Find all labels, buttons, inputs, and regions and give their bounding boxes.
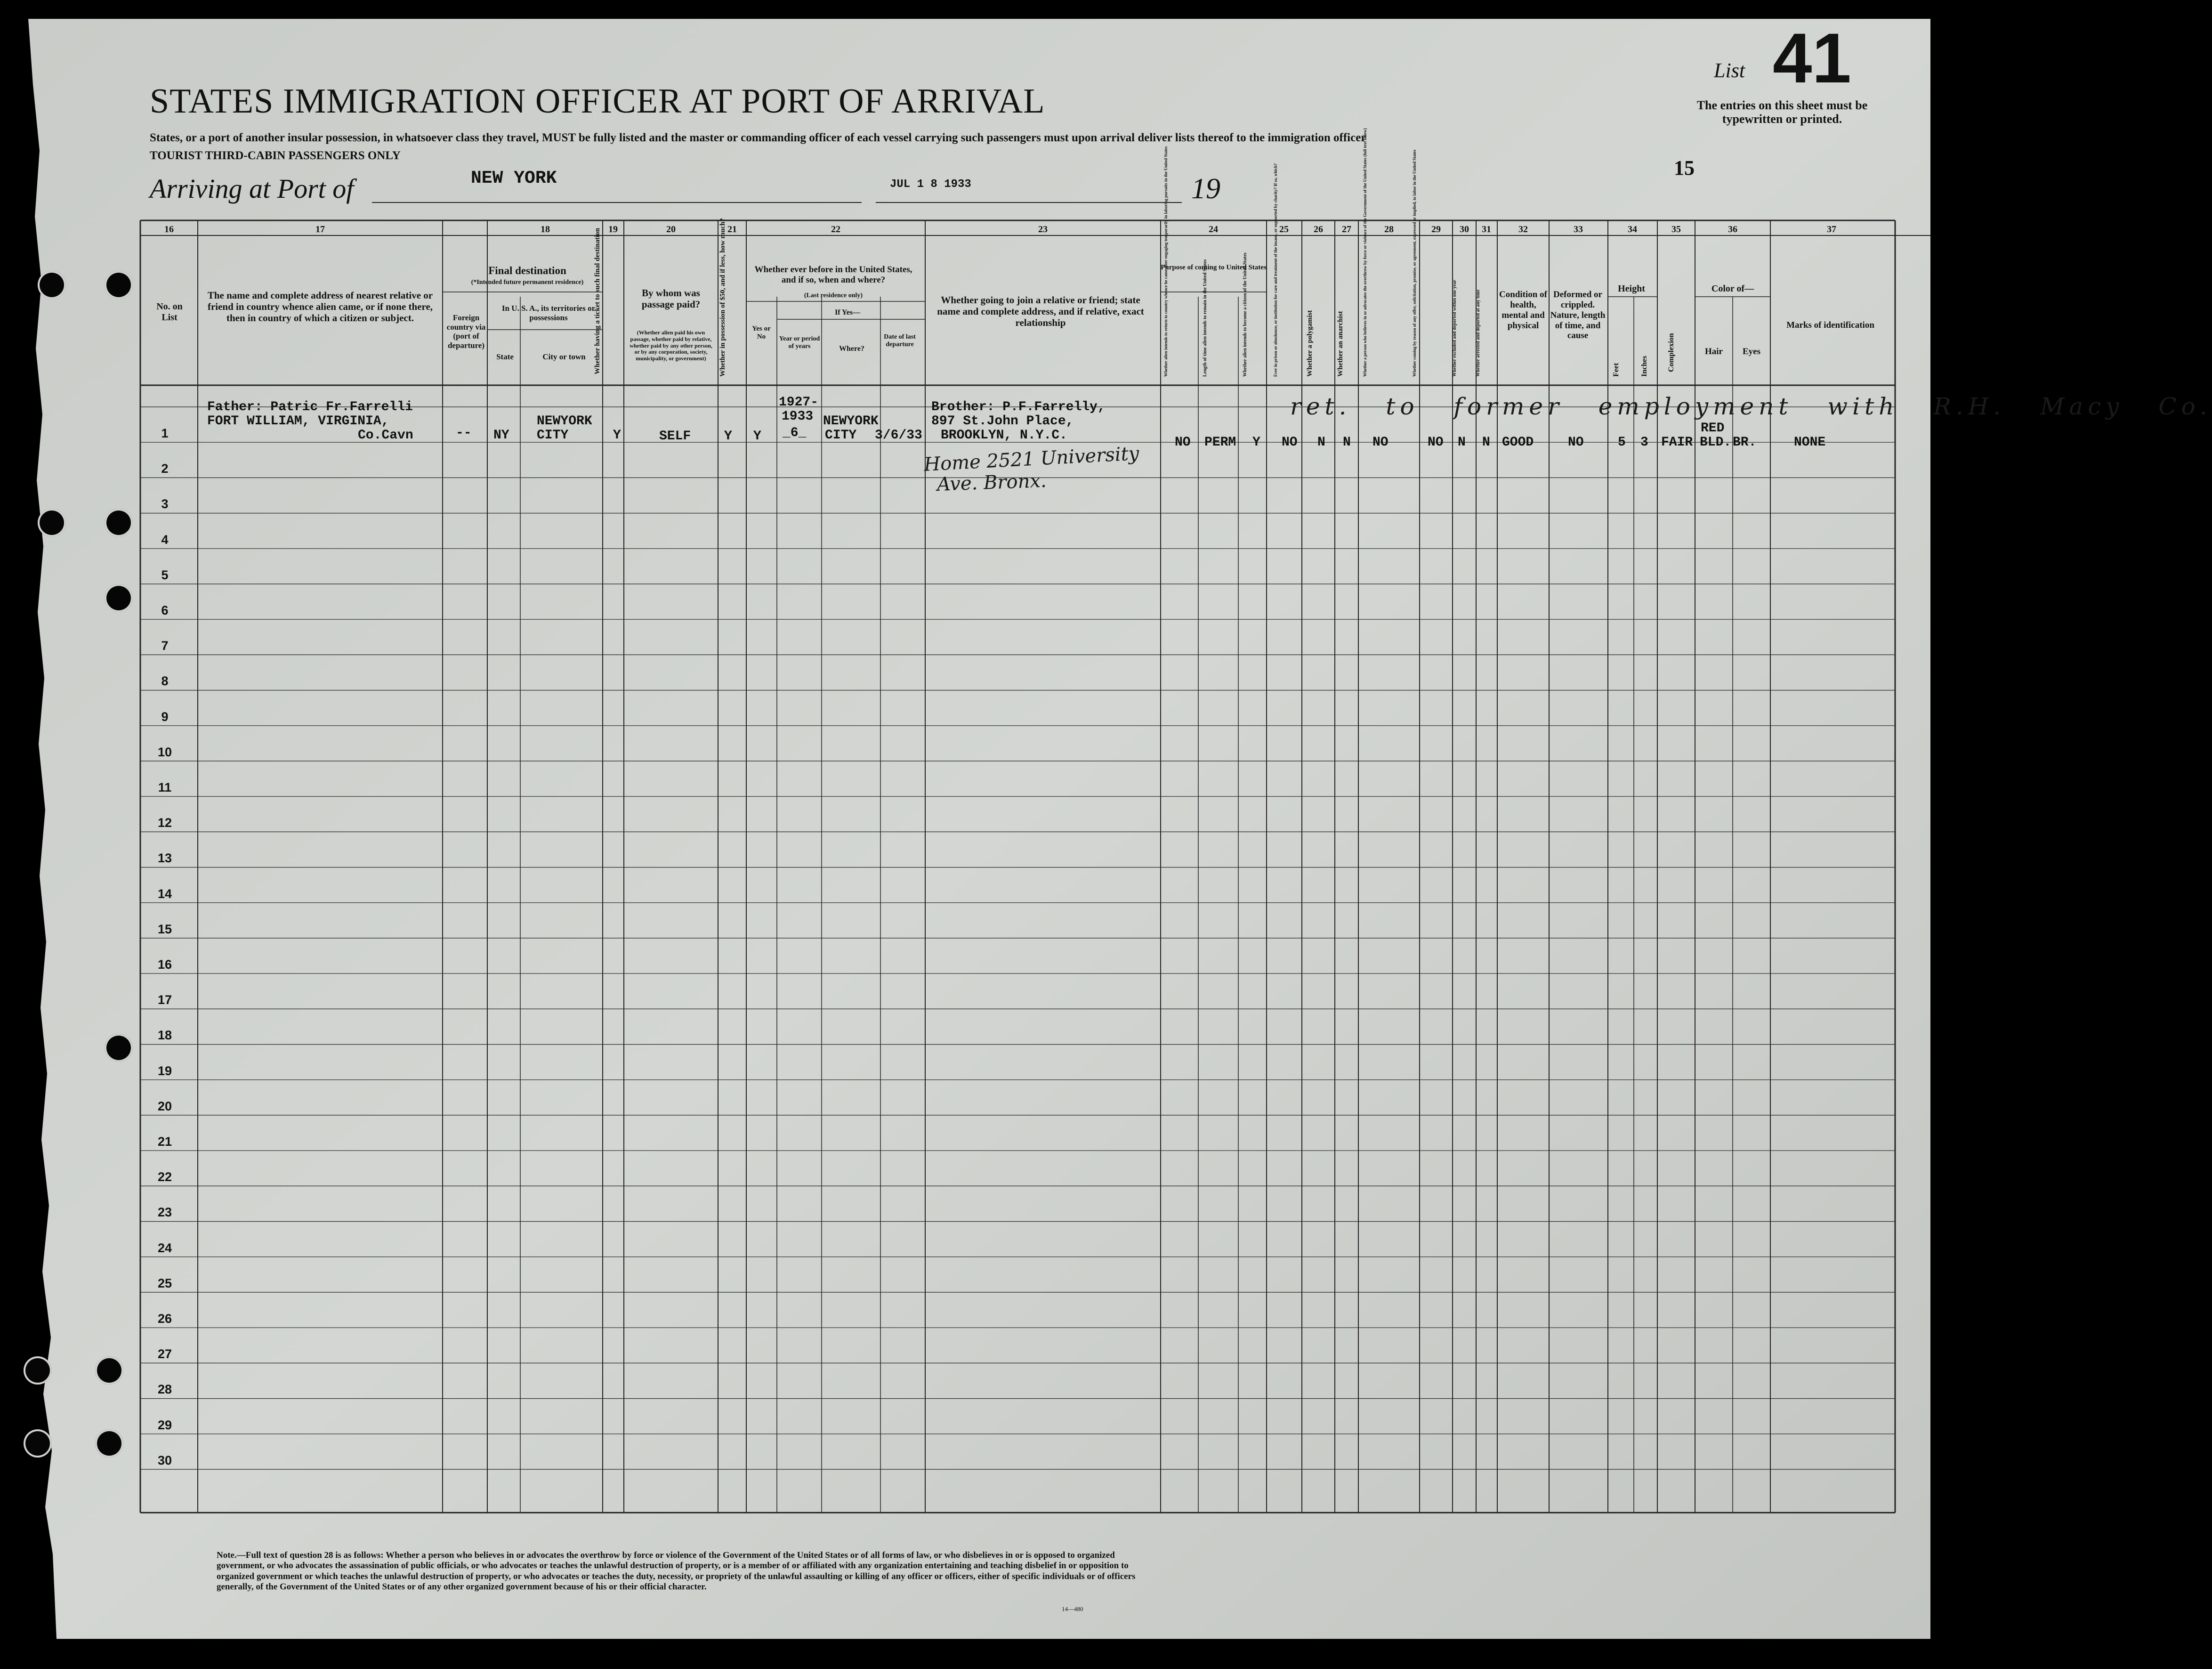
row1-where-line2: CITY <box>825 428 857 443</box>
sheet-number: 15 <box>1674 156 1695 179</box>
list-number: 41 <box>1773 18 1851 97</box>
header-q29: Whether coming by reason of any offer, solicitation, promise, or agreement, expressed or implied, to labor in the United States <box>1412 149 1417 377</box>
row1-eyes: BR. <box>1733 435 1757 450</box>
binder-hole <box>105 1034 133 1062</box>
date-stamp: JUL 1 8 1933 <box>890 178 971 191</box>
row1-q31: N <box>1482 435 1490 450</box>
column-number: 20 <box>666 224 676 235</box>
row-number: 11 <box>158 780 172 794</box>
header-condition-health: Condition of health, mental and physical <box>1499 290 1547 331</box>
header-deformed: Deformed or crippled. Nature, length of time, and cause <box>1550 290 1606 341</box>
row-number: 16 <box>157 957 172 972</box>
row-number: 4 <box>161 532 169 547</box>
header-date-last-departure: Date of last departure <box>884 333 916 348</box>
binder-hole <box>24 1356 52 1385</box>
column-number: 30 <box>1460 224 1469 235</box>
header-passage-paid-note: (Whether alien paid his own passage, whether paid by relative, whether paid by any other person, or by any corporation, society, municipality, or government) <box>630 329 712 362</box>
header-possession-50: Whether in possession of $50, and if less, how much? <box>719 218 727 377</box>
row-number: 21 <box>157 1134 172 1149</box>
row1-passage-paid: SELF <box>659 429 691 444</box>
column-number: 16 <box>164 224 174 235</box>
binder-hole <box>38 509 66 537</box>
header-q31: Whether arrested and deported at any time <box>1476 289 1481 377</box>
row1-join-line2: 897 St.John Place, <box>931 414 1074 429</box>
row1-years-line1: 1927- <box>779 395 819 410</box>
header-color-of: Color of— <box>1711 284 1754 294</box>
header-state: State <box>496 352 514 361</box>
header-yes-or-no: Yes or No <box>752 325 771 341</box>
column-number: 18 <box>541 224 550 235</box>
column-number: 17 <box>315 224 325 235</box>
form-number: 14—480 <box>1062 1605 1083 1612</box>
header-no-on-list: No. on List <box>156 301 183 323</box>
header-final-destination-note: (*Intended future permanent residence) <box>471 279 584 286</box>
binder-hole <box>38 271 66 299</box>
row1-relative-line1: Father: Patric Fr.Farrelli <box>207 400 413 414</box>
row1-hair-line1: RED <box>1701 421 1725 436</box>
row-number: 24 <box>157 1240 172 1255</box>
row1-city-line2: CITY <box>537 428 569 443</box>
header-eyes: Eyes <box>1743 347 1760 356</box>
header-join-relative: Whether going to join a relative or friend; state name and complete address, and if relative, exact relationship <box>937 294 1144 329</box>
row1-complexion: FAIR <box>1661 435 1693 450</box>
header-feet: Feet <box>1612 363 1620 377</box>
header-foreign-country: Foreign country via (port of departure) <box>446 313 486 350</box>
column-number: 21 <box>727 224 737 235</box>
column-number: 34 <box>1628 224 1637 235</box>
binder-hole <box>24 1429 52 1458</box>
row1-handwritten-home-line2: Ave. Bronx. <box>936 470 1047 496</box>
page-title: STATES IMMIGRATION OFFICER AT PORT OF ARRIVAL <box>150 82 1045 121</box>
header-final-destination: Final destination <box>488 265 566 276</box>
row1-years-line3: _6_ <box>783 426 807 440</box>
row1-ticket: Y <box>613 428 621 443</box>
row1-where-line1: NEWYORK <box>823 414 879 429</box>
column-number: 27 <box>1342 224 1351 235</box>
year-prefix: 19 <box>1191 173 1220 205</box>
row1-return-country: NO <box>1175 435 1191 450</box>
arriving-label: Arriving at Port of <box>150 173 354 204</box>
header-where: Where? <box>839 345 864 353</box>
row1-prison: NO <box>1282 435 1298 450</box>
header-prison: Ever in prison or almshouse, or institution for care and treatment of the insane, or supported by charity? If so, which? <box>1273 163 1278 377</box>
row1-city-line1: NEWYORK <box>537 414 592 429</box>
row-number: 29 <box>157 1418 172 1432</box>
header-if-yes: If Yes— <box>834 308 861 316</box>
row1-possession-50: Y <box>724 429 732 444</box>
class-line: TOURIST THIRD-CABIN PASSENGERS ONLY <box>150 149 401 162</box>
row-number: 17 <box>157 993 172 1007</box>
column-number: 24 <box>1209 224 1218 235</box>
row-number: 2 <box>161 462 169 476</box>
row1-health: GOOD <box>1502 435 1534 450</box>
row1-handwritten-home-line1: Home 2521 University <box>923 443 1140 476</box>
row-number: 27 <box>157 1347 172 1361</box>
header-anarchist: Whether an anarchist <box>1337 311 1344 377</box>
row-number: 20 <box>157 1099 172 1113</box>
row1-date-last-departure: 3/6/33 <box>875 428 922 443</box>
header-inches: Inches <box>1640 356 1648 377</box>
column-number: 23 <box>1038 224 1048 235</box>
row1-join-line1: Brother: P.F.Farrelly, <box>931 400 1106 414</box>
column-number: 19 <box>608 224 618 235</box>
column-number: 33 <box>1574 224 1583 235</box>
port-name: NEW YORK <box>471 168 557 188</box>
column-number: 35 <box>1671 224 1681 235</box>
row1-hair-line2: BLD. <box>1700 435 1732 450</box>
row1-polygamist: N <box>1317 435 1325 450</box>
row1-anarchist: N <box>1343 435 1351 450</box>
header-height: Height <box>1618 284 1645 294</box>
binder-hole <box>105 509 133 537</box>
subtitle: States, or a port of another insular possession, in whatsoever class they travel, MUST be fully listed and the master or commanding officer of each vessel carrying such passengers must upon arrival deliver lists thereof to the immigration officer <box>150 131 1366 144</box>
header-hair: Hair <box>1705 347 1723 356</box>
footer-note <box>217 1550 1149 1593</box>
row-number: 13 <box>157 851 172 866</box>
row1-feet: 5 <box>1618 435 1626 450</box>
column-number: 26 <box>1314 224 1323 235</box>
column-number: 29 <box>1431 224 1441 235</box>
column-number: 31 <box>1482 224 1491 235</box>
header-purpose-length: Length of time alien intends to remain in the United States <box>1203 259 1208 377</box>
header-ever-before-note: (Last residence only) <box>804 292 863 299</box>
typewritten-note: The entries on this sheet must be typewritten or printed. <box>1696 98 1868 126</box>
column-number: 28 <box>1384 224 1394 235</box>
row1-years-line2: 1933 <box>782 409 814 424</box>
row-number: 14 <box>157 886 172 901</box>
row-number: 22 <box>157 1170 172 1184</box>
binder-hole <box>95 1429 123 1458</box>
row-number: 25 <box>157 1276 172 1290</box>
column-number: 22 <box>831 224 840 235</box>
header-in-usa: In U. S. A., its territories or possessions <box>501 304 596 322</box>
column-number: 25 <box>1279 224 1289 235</box>
row1-deformed: NO <box>1568 435 1584 450</box>
row1-join-line3: BROOKLYN, N.Y.C. <box>941 428 1067 443</box>
list-label: List <box>1714 59 1745 82</box>
row1-foreign-country: -- <box>456 426 472 440</box>
column-number: 32 <box>1518 224 1528 235</box>
row-number: 15 <box>157 922 172 936</box>
row1-q29: NO <box>1428 435 1444 450</box>
binder-hole <box>105 584 133 612</box>
row-number: 19 <box>157 1063 172 1078</box>
row1-relative-line3: Co.Cavn <box>358 428 413 443</box>
footer-note-text: Whether a person who believes in or advocates the overthrow by force or violence of the Government of the United States or of all forms of law, or who disbelieves in or is opposed to organized government, or who advocates the assassination of public officials, or who advocates or teaches the unlawful destruction of property, or is a member of or affiliated with any organization entertaining and teaching disbelief in or opposition to organized government or which teaches the unlawful destruction of property, or who advocates or teaches the duty, necessity, or propriety of the unlawful assaulting or killing of any officer or officers, either of specific individuals or of officers generally, of the Government of the United States or of any other organized government because of his or their official character. <box>217 1550 1136 1592</box>
row1-marks: NONE <box>1794 435 1826 450</box>
row-number: 30 <box>157 1453 172 1467</box>
row-number: 9 <box>161 709 169 724</box>
row-number: 23 <box>157 1205 172 1220</box>
header-ever-before: Whether ever before in the United States, and if so, when and where? <box>754 265 912 285</box>
row-number: 10 <box>157 745 172 759</box>
header-complexion: Complexion <box>1667 333 1675 372</box>
header-city: City or town <box>542 352 586 361</box>
header-q28: Whether a person who believes in or advocates the overthrow by force or violence of the Government of the United States (full text below) <box>1363 128 1367 377</box>
row-number: 18 <box>157 1028 172 1043</box>
header-purpose-return: Whether alien intends to return to country whence he came after engaging temporarily in laboring pursuits in the United States <box>1163 146 1168 377</box>
header-passage-paid: By whom was passage paid? <box>641 287 701 310</box>
header-year-period: Year or period of years <box>779 335 820 350</box>
row1-q28: NO <box>1372 435 1389 450</box>
row-number: 7 <box>161 639 169 653</box>
row1-citizen: Y <box>1252 435 1260 450</box>
row1-state: NY <box>493 428 509 443</box>
header-marks: Marks of identification <box>1786 320 1874 330</box>
binder-hole <box>95 1356 123 1385</box>
row-number: 28 <box>157 1382 172 1397</box>
row1-inches: 3 <box>1640 435 1648 450</box>
row1-handwritten-note: ret. to former employment with R.H. Macy Co. <box>1290 393 2212 420</box>
row1-ever-before: Y <box>753 429 761 444</box>
header-q30: Whether excluded and deported within one year <box>1452 280 1457 377</box>
row-number: 3 <box>161 497 169 511</box>
header-nearest-relative: The name and complete address of nearest relative or friend in country whence alien came, or if none there, then in country of which a citizen or subject. <box>207 290 433 324</box>
row-number: 6 <box>161 603 169 617</box>
header-polygamist: Whether a polygamist <box>1306 310 1314 377</box>
row-number: 1 <box>161 426 169 440</box>
binder-hole <box>105 271 133 299</box>
row1-relative-line2: FORT WILLIAM, VIRGINIA, <box>207 414 389 429</box>
column-number: 37 <box>1827 224 1836 235</box>
row-number: 12 <box>157 816 172 830</box>
row1-length-of-time: PERM <box>1204 435 1236 450</box>
header-ticket: Whether having a ticket to such final destination <box>594 228 601 374</box>
column-number: 36 <box>1728 224 1737 235</box>
row-number: 5 <box>161 567 169 582</box>
header-purpose: Purpose of coming to United States <box>1161 264 1267 271</box>
header-purpose-citizen: Whether alien intends to become a citizen of the United States <box>1243 252 1248 377</box>
row1-q30: N <box>1458 435 1466 450</box>
row-number: 26 <box>157 1312 172 1326</box>
footer-note-label: Note.—Full text of question 28 is as follows: <box>217 1550 384 1560</box>
row-number: 8 <box>161 674 169 689</box>
